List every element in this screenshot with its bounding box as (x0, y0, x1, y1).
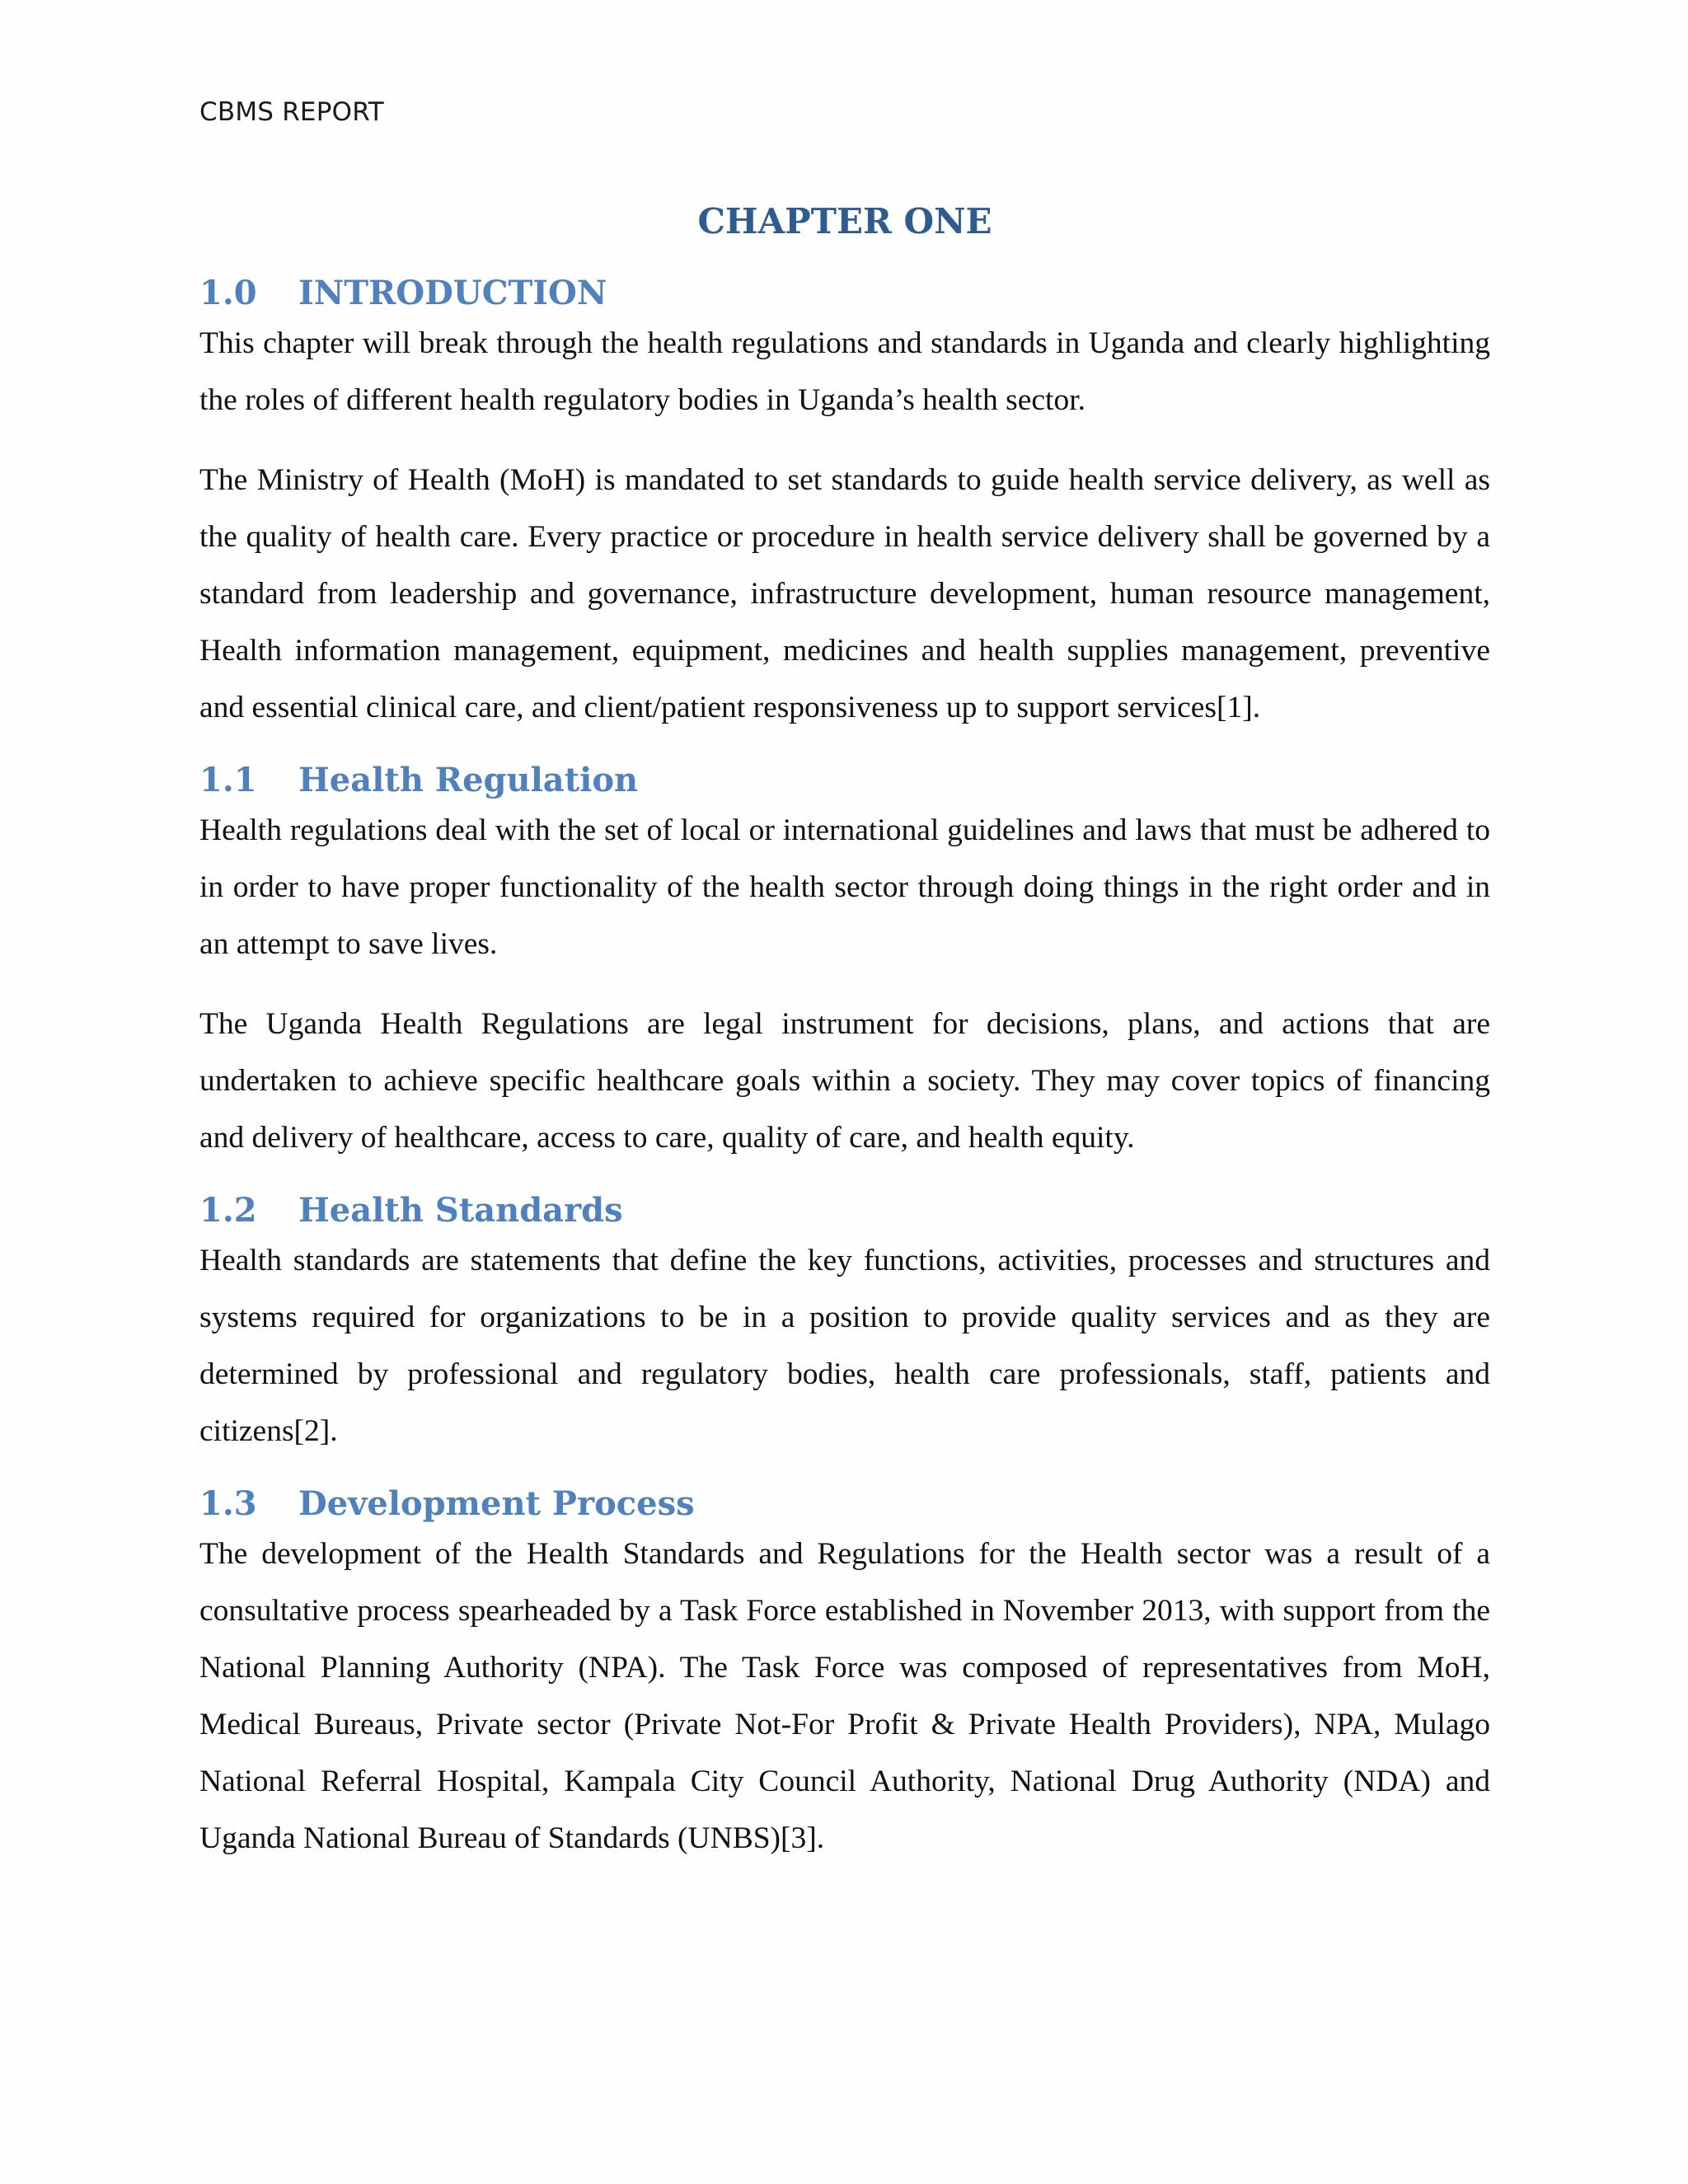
paragraph: This chapter will break through the health regulations and standards in Uganda and clearly highlighting the roles of different health regulatory bodies in Uganda’s health sector. (199, 326, 1490, 417)
paragraph: Health regulations deal with the set of local or international guidelines and laws that must be adhered to in order to have proper functionality of the health sector through doing things in the right order and in an attempt to save lives. (199, 813, 1490, 961)
section-heading (199, 272, 1490, 315)
section-development-process (199, 1483, 1490, 1867)
section-number: 1.2 (199, 1191, 257, 1230)
section-number: 1.1 (199, 761, 257, 799)
section-heading (199, 1483, 1490, 1526)
section-heading (199, 759, 1490, 802)
paragraph: The Uganda Health Regulations are legal instrument for decisions, plans, and actions that are undertaken to achieve specific healthcare goals within a society. They may cover topics of financing and delivery of healthcare, access to care, quality of care, and health equity. (199, 1007, 1490, 1155)
document-body (199, 196, 1490, 1890)
section-health-standards (199, 1189, 1490, 1460)
section-title: Health Standards (298, 1191, 623, 1230)
paragraph: Health standards are statements that define the key functions, activities, processes and structures and systems required for organizations to be in a position to provide quality services and as they are determined by professional and regulatory bodies, health care professionals, staff, patients and citizens[2]. (199, 1244, 1490, 1448)
running-header: CBMS REPORT (199, 97, 384, 127)
paragraph: The development of the Health Standards and Regulations for the Health sector was a result of a consultative process spearheaded by a Task Force established in November 2013, with support from the National Planning Authority (NPA). The Task Force was composed of representatives from MoH, Medical Bureaus, Private sector (Private Not-For Profit & Private Health Providers), NPA, Mulago National Referral Hospital, Kampala City Council Authority, National Drug Authority (NDA) and Uganda National Bureau of Standards (UNBS)[3]. (199, 1537, 1490, 1855)
section-number: 1.0 (199, 274, 257, 312)
section-title: INTRODUCTION (298, 274, 607, 312)
section-title: Development Process (298, 1484, 695, 1523)
section-number: 1.3 (199, 1484, 257, 1523)
section-health-regulation (199, 759, 1490, 1166)
section-title: Health Regulation (298, 761, 639, 799)
paragraph: The Ministry of Health (MoH) is mandated to set standards to guide health service delivery, as well as the quality of health care. Every practice or procedure in health service delivery shall be governed by a standard from leadership and governance, infrastructure development, human resource management, Health information management, equipment, medicines and health supplies management, preventive and essential clinical care, and client/patient responsiveness up to support services[1]. (199, 463, 1490, 724)
section-introduction (199, 272, 1490, 736)
section-heading (199, 1189, 1490, 1232)
chapter-title: CHAPTER ONE (697, 201, 992, 241)
